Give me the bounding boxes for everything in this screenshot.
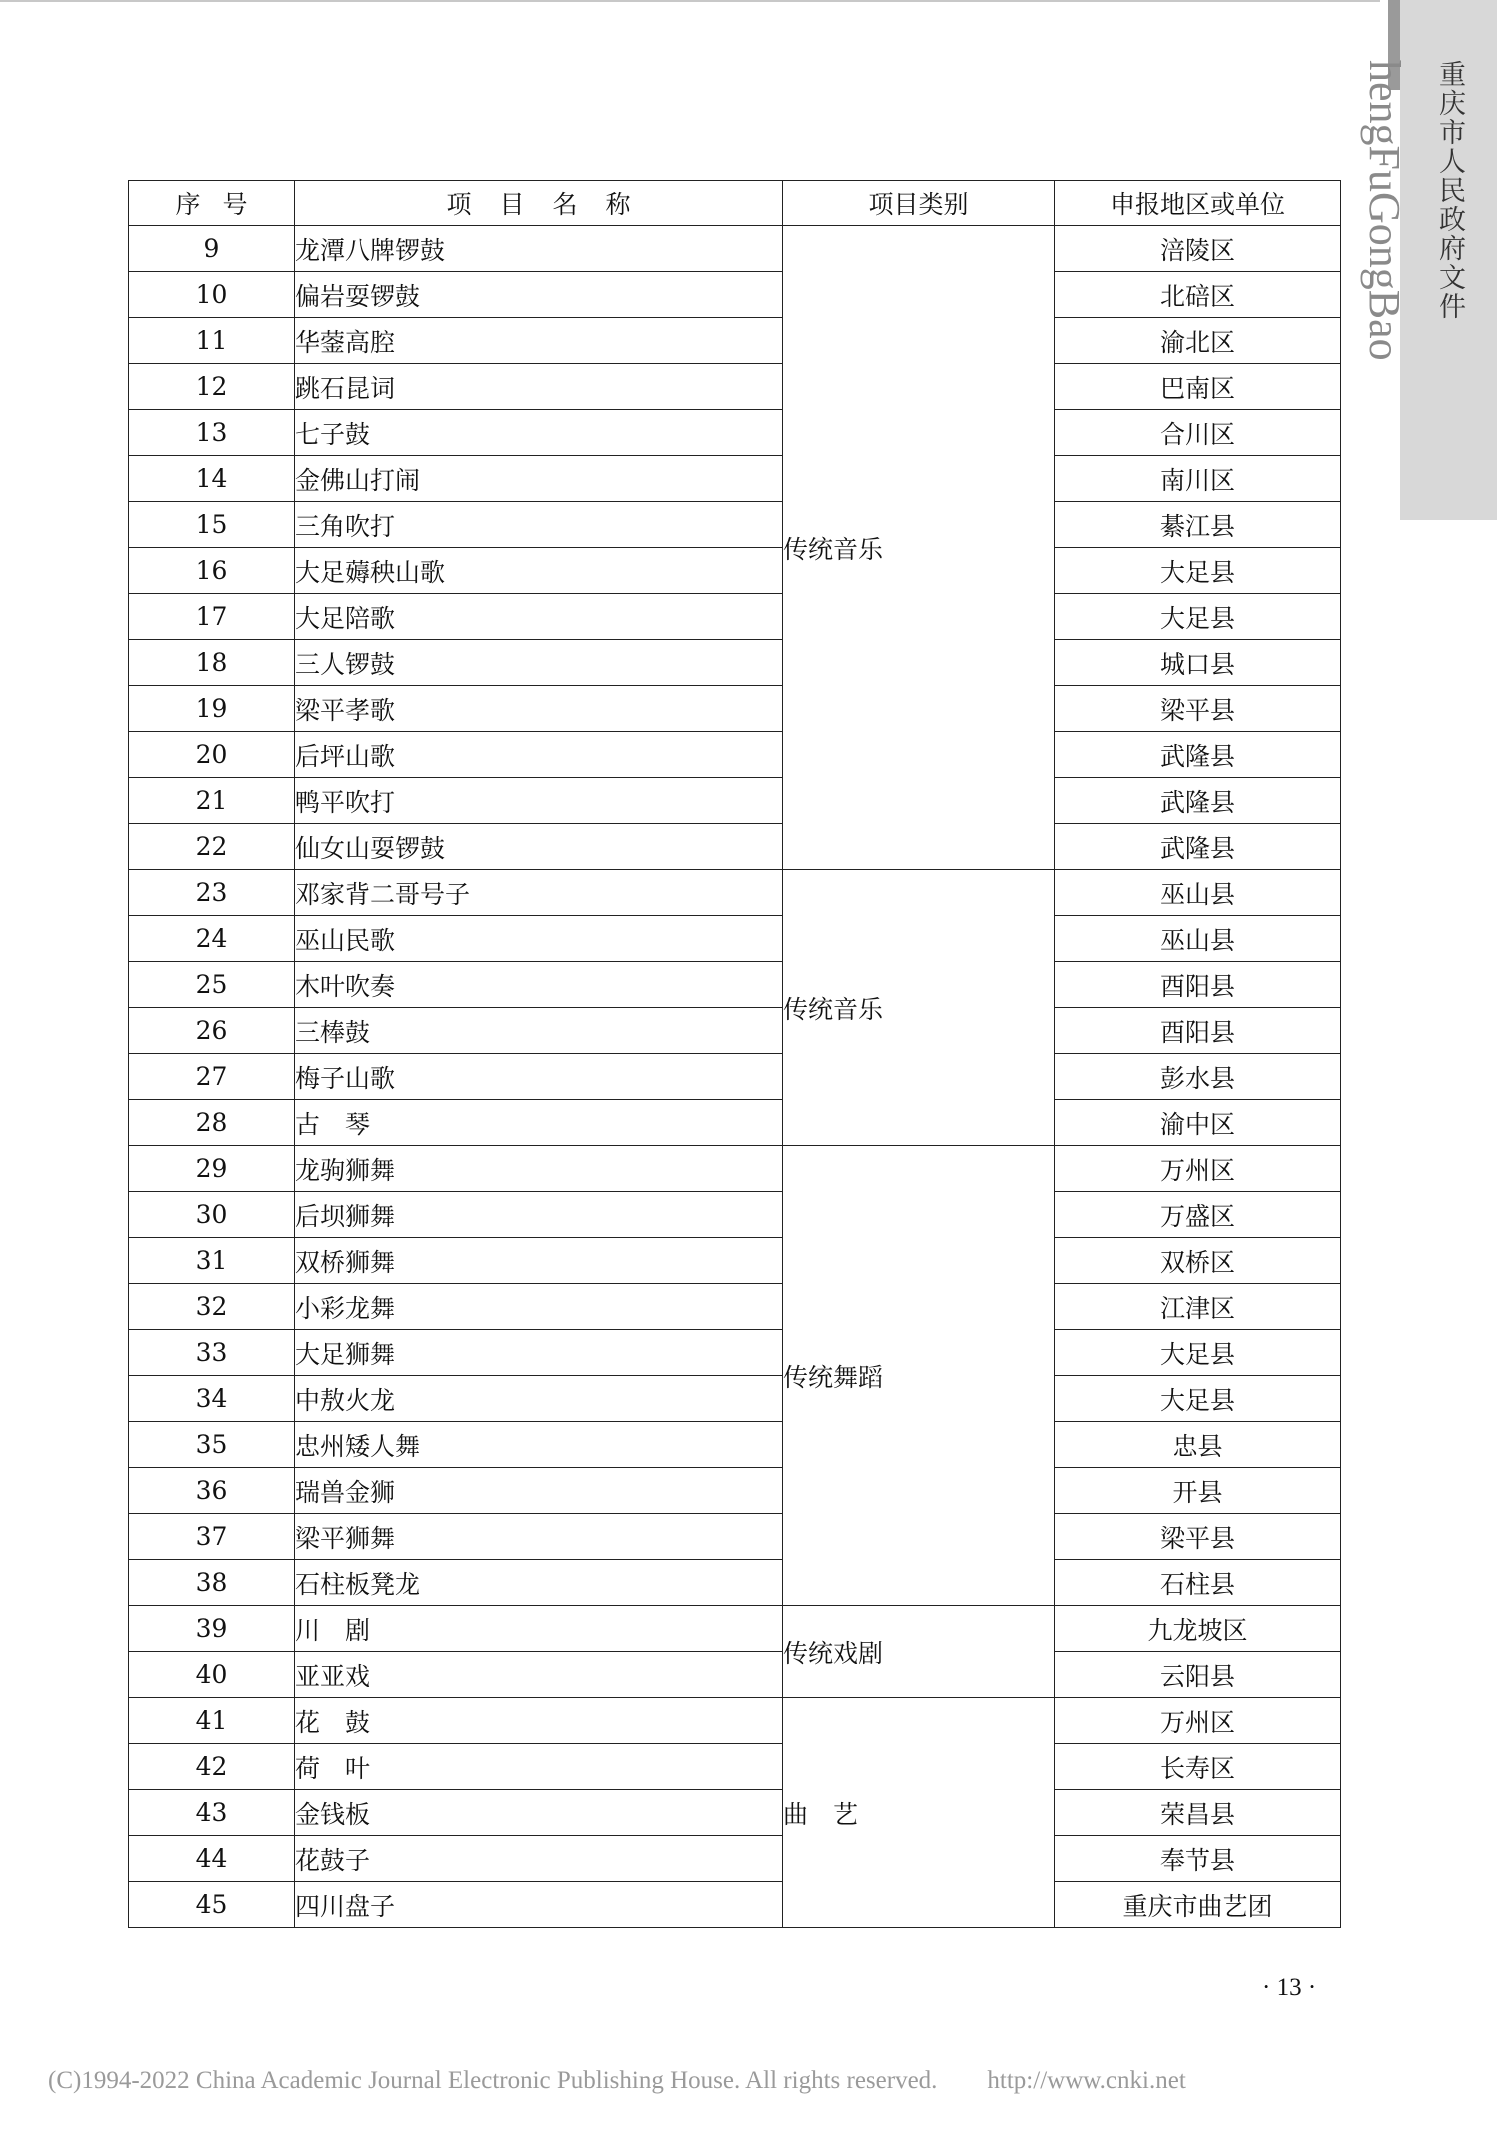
item-name: 鸭平吹打 <box>295 778 783 824</box>
table-row <box>129 1146 1341 1192</box>
row-number: 12 <box>129 364 295 410</box>
header-name: 项目名称 <box>295 181 783 226</box>
reporting-unit: 云阳县 <box>1055 1652 1341 1698</box>
table-row <box>129 1284 1341 1330</box>
row-number: 40 <box>129 1652 295 1698</box>
reporting-unit: 城口县 <box>1055 640 1341 686</box>
item-name: 龙驹狮舞 <box>295 1146 783 1192</box>
reporting-unit: 大足县 <box>1055 594 1341 640</box>
reporting-unit: 巴南区 <box>1055 364 1341 410</box>
table-row <box>129 1698 1341 1744</box>
table-row <box>129 502 1341 548</box>
row-number: 24 <box>129 916 295 962</box>
table-header-row <box>129 181 1341 226</box>
top-rule <box>0 0 1380 2</box>
table-row <box>129 1238 1341 1284</box>
item-name: 梁平狮舞 <box>295 1514 783 1560</box>
row-number: 20 <box>129 732 295 778</box>
row-number: 43 <box>129 1790 295 1836</box>
item-name: 大足狮舞 <box>295 1330 783 1376</box>
table-row <box>129 410 1341 456</box>
table-row <box>129 1376 1341 1422</box>
item-name: 忠州矮人舞 <box>295 1422 783 1468</box>
table-body <box>129 226 1341 1928</box>
reporting-unit: 南川区 <box>1055 456 1341 502</box>
item-name: 荷 叶 <box>295 1744 783 1790</box>
row-number: 11 <box>129 318 295 364</box>
table-row <box>129 594 1341 640</box>
table-row <box>129 732 1341 778</box>
item-category: 传统音乐 <box>783 870 1055 1146</box>
row-number: 25 <box>129 962 295 1008</box>
reporting-unit: 巫山县 <box>1055 916 1341 962</box>
table-row <box>129 1422 1341 1468</box>
row-number: 28 <box>129 1100 295 1146</box>
side-section-title: 重庆市人民政府文件 <box>1434 60 1465 321</box>
reporting-unit: 万州区 <box>1055 1146 1341 1192</box>
item-name: 双桥狮舞 <box>295 1238 783 1284</box>
reporting-unit: 酉阳县 <box>1055 1008 1341 1054</box>
row-number: 13 <box>129 410 295 456</box>
item-category: 传统音乐 <box>783 226 1055 870</box>
header-unit: 申报地区或单位 <box>1055 181 1341 226</box>
item-name: 木叶吹奏 <box>295 962 783 1008</box>
row-number: 30 <box>129 1192 295 1238</box>
reporting-unit: 万州区 <box>1055 1698 1341 1744</box>
item-name: 小彩龙舞 <box>295 1284 783 1330</box>
table-row <box>129 870 1341 916</box>
reporting-unit: 奉节县 <box>1055 1836 1341 1882</box>
reporting-unit: 渝北区 <box>1055 318 1341 364</box>
table-row <box>129 548 1341 594</box>
row-number: 9 <box>129 226 295 272</box>
reporting-unit: 长寿区 <box>1055 1744 1341 1790</box>
reporting-unit: 綦江县 <box>1055 502 1341 548</box>
item-name: 后坪山歌 <box>295 732 783 778</box>
table-row <box>129 1514 1341 1560</box>
item-name: 三人锣鼓 <box>295 640 783 686</box>
row-number: 33 <box>129 1330 295 1376</box>
item-name: 梁平孝歌 <box>295 686 783 732</box>
reporting-unit: 荣昌县 <box>1055 1790 1341 1836</box>
row-number: 18 <box>129 640 295 686</box>
item-name: 三棒鼓 <box>295 1008 783 1054</box>
table-row <box>129 1330 1341 1376</box>
table-row <box>129 1790 1341 1836</box>
row-number: 29 <box>129 1146 295 1192</box>
row-number: 19 <box>129 686 295 732</box>
row-number: 38 <box>129 1560 295 1606</box>
reporting-unit: 梁平县 <box>1055 686 1341 732</box>
reporting-unit: 大足县 <box>1055 1330 1341 1376</box>
table-row <box>129 1652 1341 1698</box>
row-number: 41 <box>129 1698 295 1744</box>
reporting-unit: 彭水县 <box>1055 1054 1341 1100</box>
table-row <box>129 686 1341 732</box>
table-row <box>129 824 1341 870</box>
reporting-unit: 武隆县 <box>1055 778 1341 824</box>
item-name: 跳石昆词 <box>295 364 783 410</box>
table-row <box>129 318 1341 364</box>
item-name: 金佛山打闹 <box>295 456 783 502</box>
table-row <box>129 640 1341 686</box>
table-row <box>129 1744 1341 1790</box>
item-name: 古 琴 <box>295 1100 783 1146</box>
table-row <box>129 1008 1341 1054</box>
row-number: 27 <box>129 1054 295 1100</box>
reporting-unit: 大足县 <box>1055 1376 1341 1422</box>
item-name: 后坝狮舞 <box>295 1192 783 1238</box>
table-row <box>129 272 1341 318</box>
item-name: 巫山民歌 <box>295 916 783 962</box>
reporting-unit: 武隆县 <box>1055 824 1341 870</box>
row-number: 32 <box>129 1284 295 1330</box>
row-number: 21 <box>129 778 295 824</box>
reporting-unit: 武隆县 <box>1055 732 1341 778</box>
reporting-unit: 梁平县 <box>1055 1514 1341 1560</box>
table-row <box>129 1606 1341 1652</box>
item-name: 华蓥高腔 <box>295 318 783 364</box>
row-number: 16 <box>129 548 295 594</box>
reporting-unit: 开县 <box>1055 1468 1341 1514</box>
item-name: 亚亚戏 <box>295 1652 783 1698</box>
table-row <box>129 1882 1341 1928</box>
item-name: 七子鼓 <box>295 410 783 456</box>
reporting-unit: 双桥区 <box>1055 1238 1341 1284</box>
row-number: 35 <box>129 1422 295 1468</box>
table-row <box>129 1836 1341 1882</box>
table-row <box>129 916 1341 962</box>
reporting-unit: 万盛区 <box>1055 1192 1341 1238</box>
table-row <box>129 1100 1341 1146</box>
table-row <box>129 1054 1341 1100</box>
header-category: 项目类别 <box>783 181 1055 226</box>
row-number: 17 <box>129 594 295 640</box>
reporting-unit: 渝中区 <box>1055 1100 1341 1146</box>
table-row <box>129 1560 1341 1606</box>
table-row <box>129 226 1341 272</box>
item-category: 传统舞蹈 <box>783 1146 1055 1606</box>
row-number: 44 <box>129 1836 295 1882</box>
row-number: 34 <box>129 1376 295 1422</box>
item-name: 花 鼓 <box>295 1698 783 1744</box>
table-row <box>129 778 1341 824</box>
reporting-unit: 忠县 <box>1055 1422 1341 1468</box>
page-number: · 13 · <box>1262 1974 1317 2001</box>
reporting-unit: 巫山县 <box>1055 870 1341 916</box>
reporting-unit: 石柱县 <box>1055 1560 1341 1606</box>
heritage-items-table <box>128 180 1341 1928</box>
reporting-unit: 江津区 <box>1055 1284 1341 1330</box>
item-name: 中敖火龙 <box>295 1376 783 1422</box>
reporting-unit: 合川区 <box>1055 410 1341 456</box>
reporting-unit: 大足县 <box>1055 548 1341 594</box>
item-name: 石柱板凳龙 <box>295 1560 783 1606</box>
item-name: 龙潭八牌锣鼓 <box>295 226 783 272</box>
item-name: 大足薅秧山歌 <box>295 548 783 594</box>
row-number: 23 <box>129 870 295 916</box>
reporting-unit: 酉阳县 <box>1055 962 1341 1008</box>
header-seq: 序号 <box>129 181 295 226</box>
row-number: 45 <box>129 1882 295 1928</box>
table-row <box>129 364 1341 410</box>
item-name: 三角吹打 <box>295 502 783 548</box>
row-number: 14 <box>129 456 295 502</box>
row-number: 15 <box>129 502 295 548</box>
row-number: 39 <box>129 1606 295 1652</box>
copyright-footer: (C)1994-2022 China Academic Journal Electronic Publishing House. All rights reserved. http://www.cnki.net <box>48 2067 1186 2094</box>
row-number: 37 <box>129 1514 295 1560</box>
item-category: 传统戏剧 <box>783 1606 1055 1698</box>
item-category: 曲 艺 <box>783 1698 1055 1928</box>
item-name: 大足陪歌 <box>295 594 783 640</box>
row-number: 42 <box>129 1744 295 1790</box>
table-row <box>129 962 1341 1008</box>
row-number: 36 <box>129 1468 295 1514</box>
table-row <box>129 456 1341 502</box>
table-row <box>129 1192 1341 1238</box>
item-name: 偏岩耍锣鼓 <box>295 272 783 318</box>
item-name: 花鼓子 <box>295 1836 783 1882</box>
table-row <box>129 1468 1341 1514</box>
row-number: 31 <box>129 1238 295 1284</box>
reporting-unit: 北碚区 <box>1055 272 1341 318</box>
item-name: 仙女山耍锣鼓 <box>295 824 783 870</box>
reporting-unit: 涪陵区 <box>1055 226 1341 272</box>
item-name: 四川盘子 <box>295 1882 783 1928</box>
item-name: 邓家背二哥号子 <box>295 870 783 916</box>
side-latin-title: hengFuGongBao <box>1360 60 1409 361</box>
reporting-unit: 九龙坡区 <box>1055 1606 1341 1652</box>
row-number: 10 <box>129 272 295 318</box>
item-name: 金钱板 <box>295 1790 783 1836</box>
reporting-unit: 重庆市曲艺团 <box>1055 1882 1341 1928</box>
item-name: 瑞兽金狮 <box>295 1468 783 1514</box>
item-name: 梅子山歌 <box>295 1054 783 1100</box>
row-number: 22 <box>129 824 295 870</box>
row-number: 26 <box>129 1008 295 1054</box>
item-name: 川 剧 <box>295 1606 783 1652</box>
